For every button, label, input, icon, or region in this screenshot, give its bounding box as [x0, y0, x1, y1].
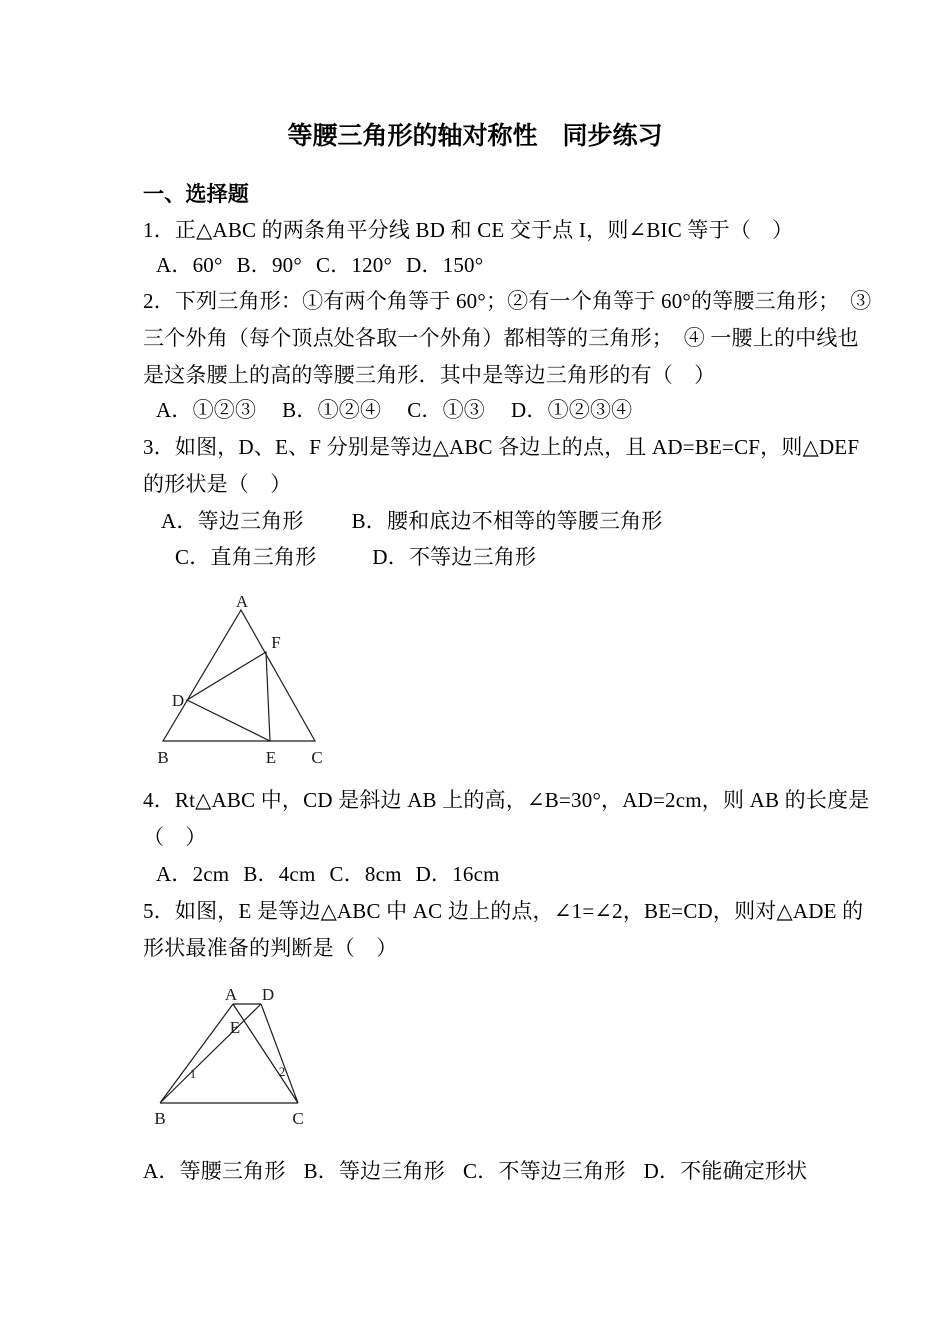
- q3-text-line2: 的形状是（ ）: [143, 472, 292, 496]
- q1-option-d: D．150°: [406, 253, 484, 277]
- q4-options: [156, 861, 500, 888]
- q1-option-c: C．120°: [315, 253, 393, 277]
- q5-options: [143, 1158, 807, 1185]
- q3-text-line1: 3．如图，D、E、F 分别是等边△ABC 各边上的点，且 AD=BE=CF，则△DEF: [143, 435, 860, 459]
- q4-option-c: C．8cm: [329, 862, 402, 886]
- q1-text: 1．正△ABC 的两条角平分线 BD 和 CE 交于点 I，则∠BIC 等于（ ）: [143, 218, 794, 242]
- q3-option-c: C．直角三角形: [175, 545, 317, 569]
- q5-option-a: A．等腰三角形: [143, 1159, 286, 1183]
- q1-options: [156, 252, 483, 279]
- q3-figure-label-b: B: [157, 748, 169, 767]
- q2-text-line3: 是这条腰上的高的等腰三角形．其中是等边三角形的有（ ）: [143, 363, 716, 387]
- q1-option-a: A．60°: [156, 253, 223, 277]
- q2-option-d: D．①②③④: [511, 398, 633, 422]
- q3-figure-label-e: E: [265, 748, 277, 767]
- q3-figure-triangle-abc-def: [140, 585, 350, 780]
- page-title: 等腰三角形的轴对称性 同步练习: [287, 123, 663, 150]
- q3-option-a: A．等边三角形: [161, 509, 304, 533]
- q2-option-c: C．①③: [407, 398, 485, 422]
- q3-figure-label-d: D: [171, 691, 185, 710]
- q2-option-a: A．①②③: [156, 398, 257, 422]
- q3-figure-label-a: A: [235, 592, 249, 611]
- q3-figure-label-c: C: [311, 748, 323, 767]
- q3-figure-outer-triangle: [163, 610, 315, 741]
- q3-option-d: D．不等边三角形: [372, 545, 537, 569]
- q3-figure-label-f: F: [271, 633, 281, 652]
- q5-figure-angle-2-label: 2: [278, 1064, 286, 1079]
- q5-option-c: C．不等边三角形: [463, 1159, 626, 1183]
- q2-text-line2: 三个外角（每个顶点处各取一个外角）都相等的三角形； ④ 一腰上的中线也: [143, 326, 859, 350]
- section-heading: 一、选择题: [143, 182, 249, 206]
- q5-figure-triangle-abcd: [140, 980, 330, 1140]
- q5-figure-label-a: A: [224, 985, 238, 1004]
- q5-option-b: B．等边三角形: [303, 1159, 445, 1183]
- q3-option-b: B．腰和底边不相等的等腰三角形: [351, 509, 663, 533]
- q3-options-row2: [175, 544, 536, 571]
- q5-text-line2: 形状最准备的判断是（ ）: [143, 936, 398, 960]
- q4-option-b: B．4cm: [243, 862, 316, 886]
- q5-figure-label-e: E: [229, 1018, 241, 1037]
- q5-option-d: D．不能确定形状: [643, 1159, 808, 1183]
- q5-figure-label-b: B: [154, 1109, 166, 1128]
- q3-figure-inner-triangle: [187, 652, 270, 741]
- q4-text-line1: 4．Rt△ABC 中，CD 是斜边 AB 上的高，∠B=30°，AD=2cm，则 AB 的长度是: [143, 788, 870, 812]
- q3-options-row1: [161, 508, 663, 535]
- q5-figure-angle-1-label: 1: [189, 1066, 197, 1081]
- q5-figure-label-d: D: [261, 985, 275, 1004]
- q5-text-line1: 5．如图，E 是等边△ABC 中 AC 边上的点，∠1=∠2，BE=CD，则对△ADE 的: [143, 899, 864, 923]
- q4-option-a: A．2cm: [156, 862, 230, 886]
- q1-option-b: B．90°: [236, 253, 302, 277]
- q5-figure-label-c: C: [292, 1109, 304, 1128]
- q2-text-line1: 2．下列三角形：①有两个角等于 60°；②有一个角等于 60°的等腰三角形； ③: [143, 289, 872, 313]
- q4-option-d: D．16cm: [415, 862, 500, 886]
- q2-options: [156, 397, 632, 424]
- q2-option-b: B．①②④: [282, 398, 382, 422]
- q4-text-line2: （ ）: [143, 825, 207, 849]
